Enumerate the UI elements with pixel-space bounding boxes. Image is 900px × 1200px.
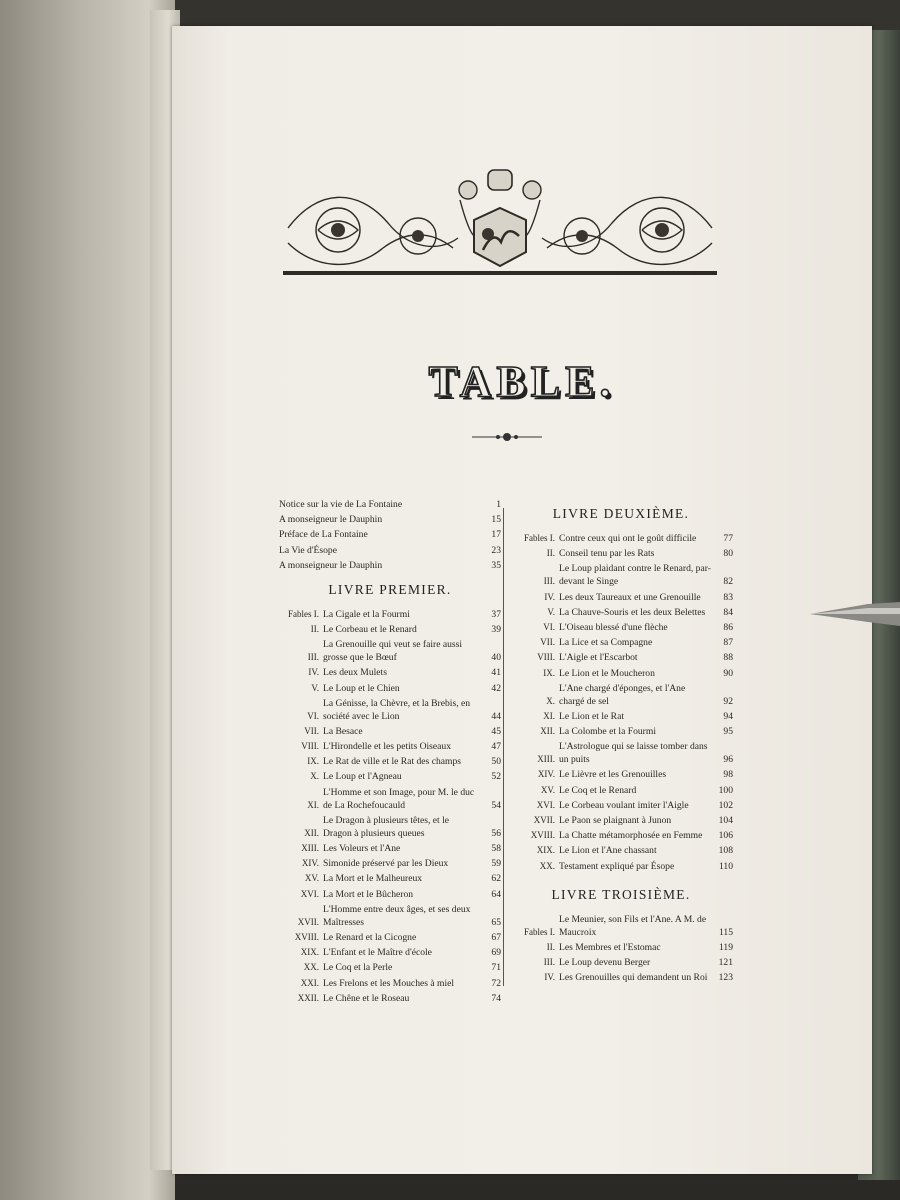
toc-entry-title: Le Loup plaidant contre le Renard, par-devant le Singe	[559, 563, 711, 588]
toc-entry	[509, 784, 733, 797]
toc-entry-title: La Mort et le Malheureux	[323, 873, 423, 885]
toc-entry-page: 80	[723, 548, 733, 560]
toc-entry-title: Les deux Mulets	[323, 667, 387, 679]
toc-entry	[509, 532, 733, 545]
toc-entry-page: 86	[723, 621, 733, 633]
toc-entry-page: 23	[491, 544, 501, 556]
toc-entry	[279, 857, 501, 870]
toc-entry-page: 64	[491, 888, 501, 900]
pen-nib	[808, 596, 900, 630]
toc-entry-number: XI.	[543, 710, 555, 721]
toc-entry-page: 35	[491, 559, 501, 571]
toc-entry-number: X.	[310, 771, 319, 782]
toc-entry	[279, 814, 501, 840]
toc-entry-title: Les Membres et l'Estomac	[559, 941, 661, 953]
page-title: TABLE.	[428, 357, 616, 406]
toc-entry	[509, 956, 733, 969]
toc-entry-title: A monseigneur le Dauphin	[279, 514, 383, 526]
toc-entry-title: L'Hirondelle et les petits Oiseaux	[323, 741, 452, 753]
toc-entry	[509, 682, 733, 708]
toc-entry-number: XVI.	[536, 799, 555, 810]
toc-entry-title: La Génisse, la Chèvre, et la Brebis, en société avec le Lion	[323, 697, 471, 722]
toc-entry	[279, 559, 501, 572]
toc-entry-title: Le Lion et le Rat	[559, 710, 625, 722]
toc-entry-title: Testament expliqué par Ésope	[559, 860, 675, 872]
toc-entry-page: 100	[718, 784, 733, 796]
toc-entry-number: IV.	[308, 667, 319, 678]
toc-entry-title: La Besace	[323, 725, 363, 737]
toc-entry-title: Le Loup et le Chien	[323, 682, 400, 694]
toc-entry-page: 62	[491, 873, 501, 885]
toc-entry-number: IV.	[544, 972, 555, 983]
toc-entry-page: 54	[491, 799, 501, 811]
livre-premier-list	[279, 608, 501, 1005]
toc-entry-title: L'Ane chargé d'éponges, et l'Ane chargé de sel	[559, 682, 686, 707]
toc-entry-title: L'Enfant et le Maître d'école	[323, 947, 432, 959]
toc-entry-page: 69	[491, 947, 501, 959]
toc-entry-number: II.	[546, 941, 555, 952]
toc-entry-page: 45	[491, 725, 501, 737]
toc-entry-page: 67	[491, 931, 501, 943]
toc-entry-title: Les Voleurs et l'Ane	[323, 843, 401, 854]
toc-entry-page: 17	[491, 529, 501, 541]
toc-entry-page: 50	[491, 756, 501, 768]
toc-entry-number: XXII.	[297, 992, 319, 1003]
toc-entry	[279, 528, 501, 541]
toc-entry-title: Le Corbeau voulant imiter l'Aigle	[559, 799, 689, 811]
toc-entry	[279, 992, 501, 1005]
toc-entry	[509, 740, 733, 766]
toc-entry-number: X.	[546, 695, 555, 706]
toc-entry-title: L'Homme et son Image, pour M. le duc de La Rochefoucauld	[323, 786, 475, 811]
toc-entry	[279, 513, 501, 526]
toc-entry	[279, 872, 501, 885]
toc-entry-title: Conseil tenu par les Rats	[559, 548, 655, 560]
toc-entry-number: III.	[543, 956, 555, 967]
toc-entry	[509, 591, 733, 604]
toc-entry-title: La Chatte métamorphosée en Femme	[559, 830, 703, 842]
toc-entry	[509, 829, 733, 842]
toc-entry-title: A monseigneur le Dauphin	[279, 559, 383, 571]
toc-entry-number: VIII.	[537, 652, 555, 663]
toc-entry-title: Le Rat de ville et le Rat des champs	[323, 756, 461, 768]
toc-entry	[279, 740, 501, 753]
toc-entry	[509, 860, 733, 873]
toc-entry	[279, 842, 501, 855]
toc-entry	[509, 547, 733, 560]
toc-entry-number: III.	[307, 652, 319, 663]
toc-entry-number: XVI.	[300, 888, 319, 899]
ornament-headpiece	[278, 168, 722, 280]
toc-entry	[279, 888, 501, 901]
livre-troisieme-list	[509, 913, 733, 985]
toc-entry-page: 65	[491, 916, 501, 928]
toc-entry-page: 58	[491, 843, 501, 854]
toc-entry-title: Notice sur la vie de La Fontaine	[279, 499, 403, 510]
toc-entry-title: La Lice et sa Compagne	[559, 637, 653, 649]
toc-entry-title: Le Loup devenu Berger	[559, 956, 651, 968]
toc-entry-title: Le Lion et l'Ane chassant	[559, 845, 657, 857]
livre-premier-heading: LIVRE PREMIER.	[328, 581, 452, 597]
toc-entry-page: 96	[723, 754, 733, 766]
toc-entry-title: La Colombe et la Fourmi	[559, 726, 656, 738]
toc-entry-number: XIX.	[300, 947, 319, 958]
toc-entry	[509, 636, 733, 649]
toc-entry-number: VI.	[543, 621, 555, 632]
toc-entry	[279, 682, 501, 695]
toc-entry-page: 39	[491, 623, 501, 635]
toc-entry-page: 104	[718, 815, 733, 826]
toc-entry-title: Les Grenouilles qui demandent un Roi	[559, 972, 708, 984]
toc-entry	[509, 562, 733, 588]
toc-entry-number: V.	[547, 606, 555, 617]
toc-entry	[279, 498, 501, 511]
toc-entry-number: VI.	[307, 710, 319, 721]
toc-entry	[509, 971, 733, 984]
toc-entry-page: 95	[723, 726, 733, 738]
toc-entry-number: III.	[543, 576, 555, 587]
toc-entry-page: 71	[491, 962, 501, 974]
toc-entry-title: Le Paon se plaignant à Junon	[559, 815, 672, 826]
toc-entry	[509, 667, 733, 680]
toc-entry-title: L'Astrologue qui se laisse tomber dans un puits	[559, 741, 708, 766]
toc-entry-title: Le Meunier, son Fils et l'Ane. A M. de Maucroix	[559, 913, 707, 938]
toc-entry-title: Le Corbeau et le Renard	[323, 623, 417, 635]
toc-entry-title: Simonide préservé par les Dieux	[323, 858, 449, 870]
toc-entry-page: 77	[723, 533, 733, 544]
toc-entry-page: 37	[491, 608, 501, 620]
toc-entry-number: VII.	[304, 725, 319, 736]
toc-entry-page: 84	[723, 606, 733, 618]
toc-entry	[279, 770, 501, 783]
left-page	[0, 0, 175, 1200]
toc-entry-page: 82	[723, 576, 733, 588]
toc-entry	[509, 606, 733, 619]
toc-entry-title: L'Oiseau blessé d'une flèche	[559, 621, 668, 633]
toc-entry	[279, 755, 501, 768]
column-rule	[503, 508, 504, 986]
toc-entry	[279, 961, 501, 974]
toc-entry	[279, 946, 501, 959]
toc-entry-title: La Grenouille qui veut se faire aussi grosse que le Bœuf	[323, 639, 463, 664]
toc-entry-page: 44	[491, 710, 501, 722]
toc-entry	[279, 786, 501, 812]
toc-entry-number: IV.	[544, 591, 555, 602]
toc-entry-number: XII.	[304, 827, 319, 838]
toc-entry	[509, 710, 733, 723]
toc-entry-number: IX.	[543, 667, 555, 678]
front-matter-list	[279, 498, 501, 572]
toc-entry	[279, 666, 501, 679]
toc-entry-number: VIII.	[301, 741, 319, 752]
toc-entry-page: 47	[491, 741, 501, 753]
toc-entry-page: 52	[491, 771, 501, 783]
toc-entry	[279, 623, 501, 636]
toc-entry-number: Fables I.	[524, 926, 555, 937]
toc-entry-page: 88	[723, 652, 733, 664]
toc-entry-page: 72	[491, 977, 501, 989]
toc-entry-title: La Chauve-Souris et les deux Belettes	[559, 606, 706, 618]
livre-deuxieme-heading: LIVRE DEUXIÈME.	[552, 506, 690, 521]
toc-entry-page: 42	[491, 682, 501, 694]
toc-entry-title: La Vie d'Ésope	[279, 544, 337, 556]
toc-entry-title: Le Lièvre et les Grenouilles	[559, 769, 667, 781]
toc-entry-number: XV.	[304, 873, 319, 884]
toc-entry-title: Les deux Taureaux et une Grenouille	[559, 591, 701, 603]
toc-entry	[509, 768, 733, 781]
toc-entry-title: Les Frelons et les Mouches à miel	[323, 977, 455, 989]
toc-entry	[279, 903, 501, 929]
toc-entry-number: XVIII.	[294, 931, 319, 942]
toc-entry-number: II.	[310, 623, 319, 634]
toc-entry-page: 1	[496, 499, 501, 510]
toc-entry-title: L'Aigle et l'Escarbot	[559, 652, 638, 664]
toc-entry-page: 119	[718, 941, 733, 953]
toc-entry-page: 123	[718, 972, 733, 984]
toc-entry-number: XIV.	[301, 858, 319, 869]
toc-entry-number: II.	[546, 548, 555, 559]
divider-ornament	[472, 430, 542, 444]
toc-entry	[509, 941, 733, 954]
toc-entry	[279, 977, 501, 990]
toc-entry-page: 115	[718, 926, 733, 938]
toc-entry	[279, 725, 501, 738]
toc-entry-number: XX.	[303, 962, 319, 973]
toc-entry-title: Contre ceux qui ont le goût difficile	[559, 533, 697, 544]
toc-entry	[509, 621, 733, 634]
toc-entry	[509, 913, 733, 939]
toc-entry-page: 102	[718, 799, 733, 811]
toc-entry-title: L'Homme entre deux âges, et ses deux Maîtresses	[323, 903, 471, 928]
toc-right-column	[509, 506, 733, 986]
toc-entry-page: 41	[491, 667, 501, 679]
toc-entry	[279, 697, 501, 723]
toc-entry-number: XVII.	[533, 815, 555, 825]
toc-entry-number: XVIII.	[530, 830, 555, 841]
livre-deuxieme-list	[509, 532, 733, 873]
toc-entry-number: XIV.	[537, 769, 555, 780]
toc-entry-number: XI.	[307, 799, 319, 810]
toc-entry-page: 87	[723, 637, 733, 649]
toc-entry-number: XIX.	[536, 845, 555, 856]
toc-entry-number: XIII.	[537, 754, 555, 765]
toc-entry-number: XV.	[540, 784, 555, 795]
toc-entry-number: Fables I.	[524, 533, 555, 543]
toc-entry	[509, 651, 733, 664]
toc-entry-number: XIII.	[301, 843, 319, 853]
toc-entry-page: 74	[491, 992, 501, 1004]
toc-entry-number: Fables I.	[288, 608, 319, 619]
toc-entry-page: 108	[718, 845, 733, 857]
toc-entry-page: 40	[491, 652, 501, 664]
toc-entry-number: IX.	[307, 756, 319, 767]
toc-entry-number: XII.	[540, 726, 555, 737]
toc-entry-page: 59	[491, 858, 501, 870]
toc-entry	[509, 844, 733, 857]
toc-entry-title: Préface de La Fontaine	[279, 529, 368, 541]
toc-entry-title: La Cigale et la Fourmi	[323, 608, 410, 620]
toc-entry	[509, 814, 733, 827]
toc-entry-page: 90	[723, 667, 733, 679]
toc-entry	[509, 725, 733, 738]
toc-entry-title: Le Loup et l'Agneau	[323, 771, 402, 783]
toc-entry-page: 83	[723, 591, 733, 603]
toc-entry-number: XX.	[539, 860, 555, 871]
toc-entry-page: 106	[718, 830, 733, 842]
toc-entry-title: La Mort et le Bûcheron	[323, 888, 414, 900]
toc-entry-page: 92	[723, 695, 733, 707]
toc-entry-page: 98	[723, 769, 733, 781]
toc-entry	[279, 931, 501, 944]
toc-entry-number: XXI.	[300, 977, 319, 988]
toc-entry-page: 110	[718, 860, 733, 872]
book-page	[172, 26, 872, 1174]
toc-entry-page: 56	[491, 827, 501, 839]
toc-entry-number: XVII.	[297, 916, 319, 927]
toc-entry	[279, 638, 501, 664]
toc-entry-page: 94	[723, 710, 733, 722]
toc-entry-page: 15	[491, 514, 501, 526]
toc-entry-number: V.	[311, 682, 319, 693]
toc-entry-title: Le Renard et la Cicogne	[323, 931, 417, 943]
toc-entry-page: 121	[718, 956, 733, 968]
toc-entry	[279, 544, 501, 557]
toc-entry-title: Le Chêne et le Roseau	[323, 992, 410, 1004]
livre-troisieme-heading: LIVRE TROISIÈME.	[551, 886, 691, 902]
toc-entry	[509, 799, 733, 812]
toc-left-column	[279, 498, 501, 1007]
toc-entry-title: Le Lion et le Moucheron	[559, 667, 655, 679]
toc-entry-number: VII.	[540, 637, 555, 648]
toc-entry	[279, 608, 501, 621]
toc-entry-title: Le Dragon à plusieurs têtes, et le Dragon à plusieurs queues	[323, 814, 450, 839]
toc-entry-title: Le Coq et le Renard	[559, 784, 637, 796]
toc-entry-title: Le Coq et la Perle	[323, 962, 393, 974]
